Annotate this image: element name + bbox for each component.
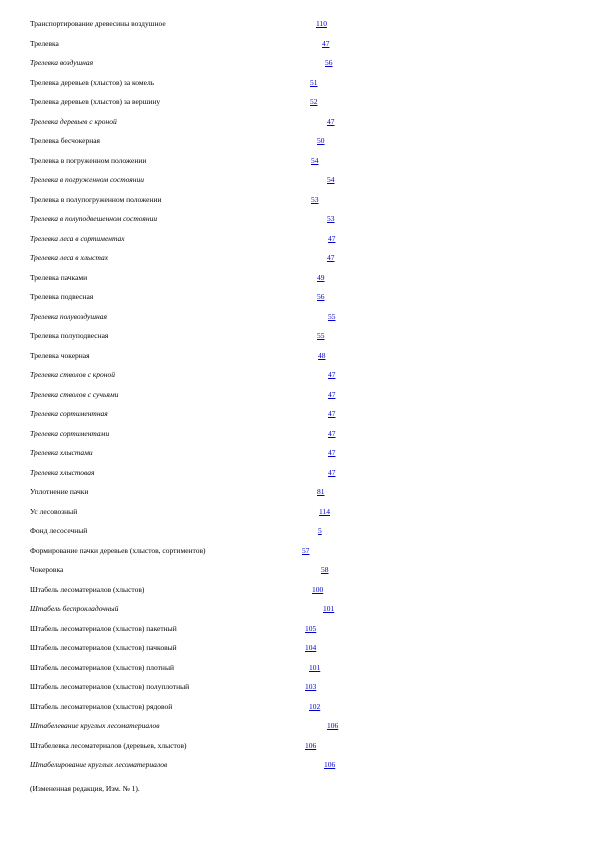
index-entry: [30, 331, 570, 341]
index-entry: [30, 175, 570, 185]
page-number-link[interactable]: 48: [318, 350, 326, 360]
page-number-link[interactable]: 47: [328, 448, 336, 457]
index-entry: [30, 312, 570, 322]
index-term: Трелевка в полупогруженном положении: [30, 194, 162, 204]
page-number-link[interactable]: 104: [305, 643, 317, 652]
index-entry: [30, 429, 570, 439]
page-number-link[interactable]: 47: [327, 253, 335, 262]
index-term: Штабель лесоматериалов (хлыстов) рядовой: [30, 701, 173, 711]
page-number-link[interactable]: 106: [327, 721, 339, 730]
index-term: Трелевка леса в хлыстах: [30, 253, 109, 262]
index-term: Трелевка хлыстовая: [30, 467, 95, 477]
index-term: Формирование пачки деревьев (хлыстов, сортиментов): [30, 545, 206, 555]
index-term: Трелевка сортиментная: [30, 409, 108, 418]
index-entry: [30, 487, 570, 497]
index-entry: [30, 273, 570, 283]
index-term: Штабель лесоматериалов (хлыстов) пачковый: [30, 643, 177, 652]
page-number-link[interactable]: 58: [321, 565, 329, 574]
index-term: Трелевка деревьев с кроной: [30, 116, 117, 126]
index-entry: [30, 156, 570, 166]
index-entry: [30, 702, 570, 712]
index-entry: [30, 682, 570, 692]
index-term: Трелевка: [30, 38, 59, 48]
page-number-link[interactable]: 105: [305, 623, 317, 633]
index-term: Фонд лесосечный: [30, 526, 88, 535]
index-entry: [30, 214, 570, 224]
page-number-link[interactable]: 56: [325, 58, 333, 67]
index-entry: [30, 546, 570, 556]
page-number-link[interactable]: 81: [317, 487, 325, 496]
index-term: Трелевка полуподвесная: [30, 331, 109, 340]
page-number-link[interactable]: 103: [305, 682, 317, 691]
page-number-link[interactable]: 47: [328, 428, 336, 438]
index-term: Трелевка чокерная: [30, 350, 90, 360]
index-entry: [30, 234, 570, 244]
index-term: Чокеровка: [30, 565, 64, 574]
page-number-link[interactable]: 101: [323, 604, 335, 613]
index-entry: [30, 136, 570, 146]
index-entry: [30, 39, 570, 49]
page-number-link[interactable]: 47: [328, 409, 336, 418]
page-number-link[interactable]: 55: [317, 331, 325, 340]
index-term: Трелевка подвесная: [30, 292, 94, 301]
index-entry: [30, 721, 570, 731]
index-entry: [30, 58, 570, 68]
index-entry: [30, 760, 570, 770]
index-entry: [30, 468, 570, 478]
index-term: Штабель лесоматериалов (хлыстов) полуплотный: [30, 682, 190, 691]
page-number-link[interactable]: 47: [328, 233, 336, 243]
index-term: Штабель лесоматериалов (хлыстов) пакетный: [30, 623, 177, 633]
index-entry: [30, 195, 570, 205]
page-number-link[interactable]: 114: [319, 506, 330, 516]
page-number-link[interactable]: 53: [311, 194, 319, 204]
index-term: Штабелевка лесоматериалов (деревьев, хлыстов): [30, 740, 187, 750]
index-entry: [30, 409, 570, 419]
page-number-link[interactable]: 47: [327, 116, 335, 126]
page-number-link[interactable]: 53: [327, 214, 335, 223]
index-entry: [30, 663, 570, 673]
page-number-link[interactable]: 49: [317, 272, 325, 282]
index-entry: [30, 390, 570, 400]
page-number-link[interactable]: 51: [310, 77, 318, 87]
index-term: Штабелирование круглых лесоматериалов: [30, 760, 168, 769]
page-number-link[interactable]: 100: [312, 584, 324, 594]
index-entry: [30, 507, 570, 517]
index-entry: [30, 565, 570, 575]
index-entry: [30, 19, 570, 29]
index-entry: [30, 253, 570, 263]
index-entry: [30, 643, 570, 653]
index-entry: [30, 97, 570, 107]
index-term: Штабель беспрокладочный: [30, 604, 119, 613]
page-number-link[interactable]: 50: [317, 136, 325, 145]
index-entry: [30, 526, 570, 536]
index-term: Трелевка хлыстами: [30, 448, 93, 457]
page-number-link[interactable]: 54: [327, 175, 335, 184]
page-number-link[interactable]: 102: [309, 701, 321, 711]
index-term: Трелевка сортиментами: [30, 428, 110, 438]
index-term: Ус лесовозный: [30, 506, 78, 516]
index-entry: [30, 624, 570, 634]
index-entry: [30, 117, 570, 127]
index-entry: [30, 448, 570, 458]
index-term: Трелевка стволов с кроной: [30, 370, 116, 379]
index-term: Трелевка бесчокерная: [30, 136, 100, 145]
page-number-link[interactable]: 106: [324, 760, 336, 769]
index-entry: [30, 78, 570, 88]
page-number-link[interactable]: 5: [318, 526, 322, 535]
index-term: Уплотнение пачки: [30, 487, 89, 496]
index-term: Трелевка деревьев (хлыстов) за вершину: [30, 97, 161, 106]
index-term: Трелевка в погруженном положении: [30, 155, 147, 165]
index-term: Штабель лесоматериалов (хлыстов) плотный: [30, 662, 174, 672]
index-term: Трелевка в погруженном состоянии: [30, 175, 144, 184]
page-number-link[interactable]: 47: [328, 389, 336, 399]
index-entry: [30, 585, 570, 595]
page-number-link[interactable]: 56: [317, 292, 325, 301]
index-term: Трелевка полувоздушная: [30, 311, 107, 321]
page-number-link[interactable]: 110: [316, 19, 327, 28]
index-term: Трелевка воздушная: [30, 58, 94, 67]
index-term: Трелевка леса в сортиментах: [30, 233, 125, 243]
revision-note: (Измененная редакция, Изм. № 1).: [30, 784, 140, 793]
page-number-link[interactable]: 55: [328, 311, 336, 321]
index-term: Штабель лесоматериалов (хлыстов): [30, 584, 145, 594]
index-entry: [30, 292, 570, 302]
page-number-link[interactable]: 47: [322, 38, 330, 48]
index-term: Трелевка стволов с сучьями: [30, 389, 119, 399]
page-number-link[interactable]: 47: [328, 467, 336, 477]
page-number-link[interactable]: 52: [310, 97, 318, 106]
page-number-link[interactable]: 54: [311, 155, 319, 165]
index-term: Трелевка деревьев (хлыстов) за комель: [30, 77, 155, 87]
page-number-link[interactable]: 101: [309, 662, 321, 672]
index-entry: [30, 370, 570, 380]
page-number-link[interactable]: 57: [302, 545, 310, 555]
index-term: Транспортирование древесины воздушное: [30, 19, 166, 28]
page-number-link[interactable]: 47: [328, 370, 336, 379]
page-number-link[interactable]: 106: [305, 740, 317, 750]
index-term: Трелевка пачками: [30, 272, 88, 282]
index-term: Трелевка в полуподвешенном состоянии: [30, 214, 158, 223]
index-entry: [30, 351, 570, 361]
index-term: Штабелевание круглых лесоматериалов: [30, 721, 160, 730]
index-entry: [30, 741, 570, 751]
index-entry: [30, 604, 570, 614]
